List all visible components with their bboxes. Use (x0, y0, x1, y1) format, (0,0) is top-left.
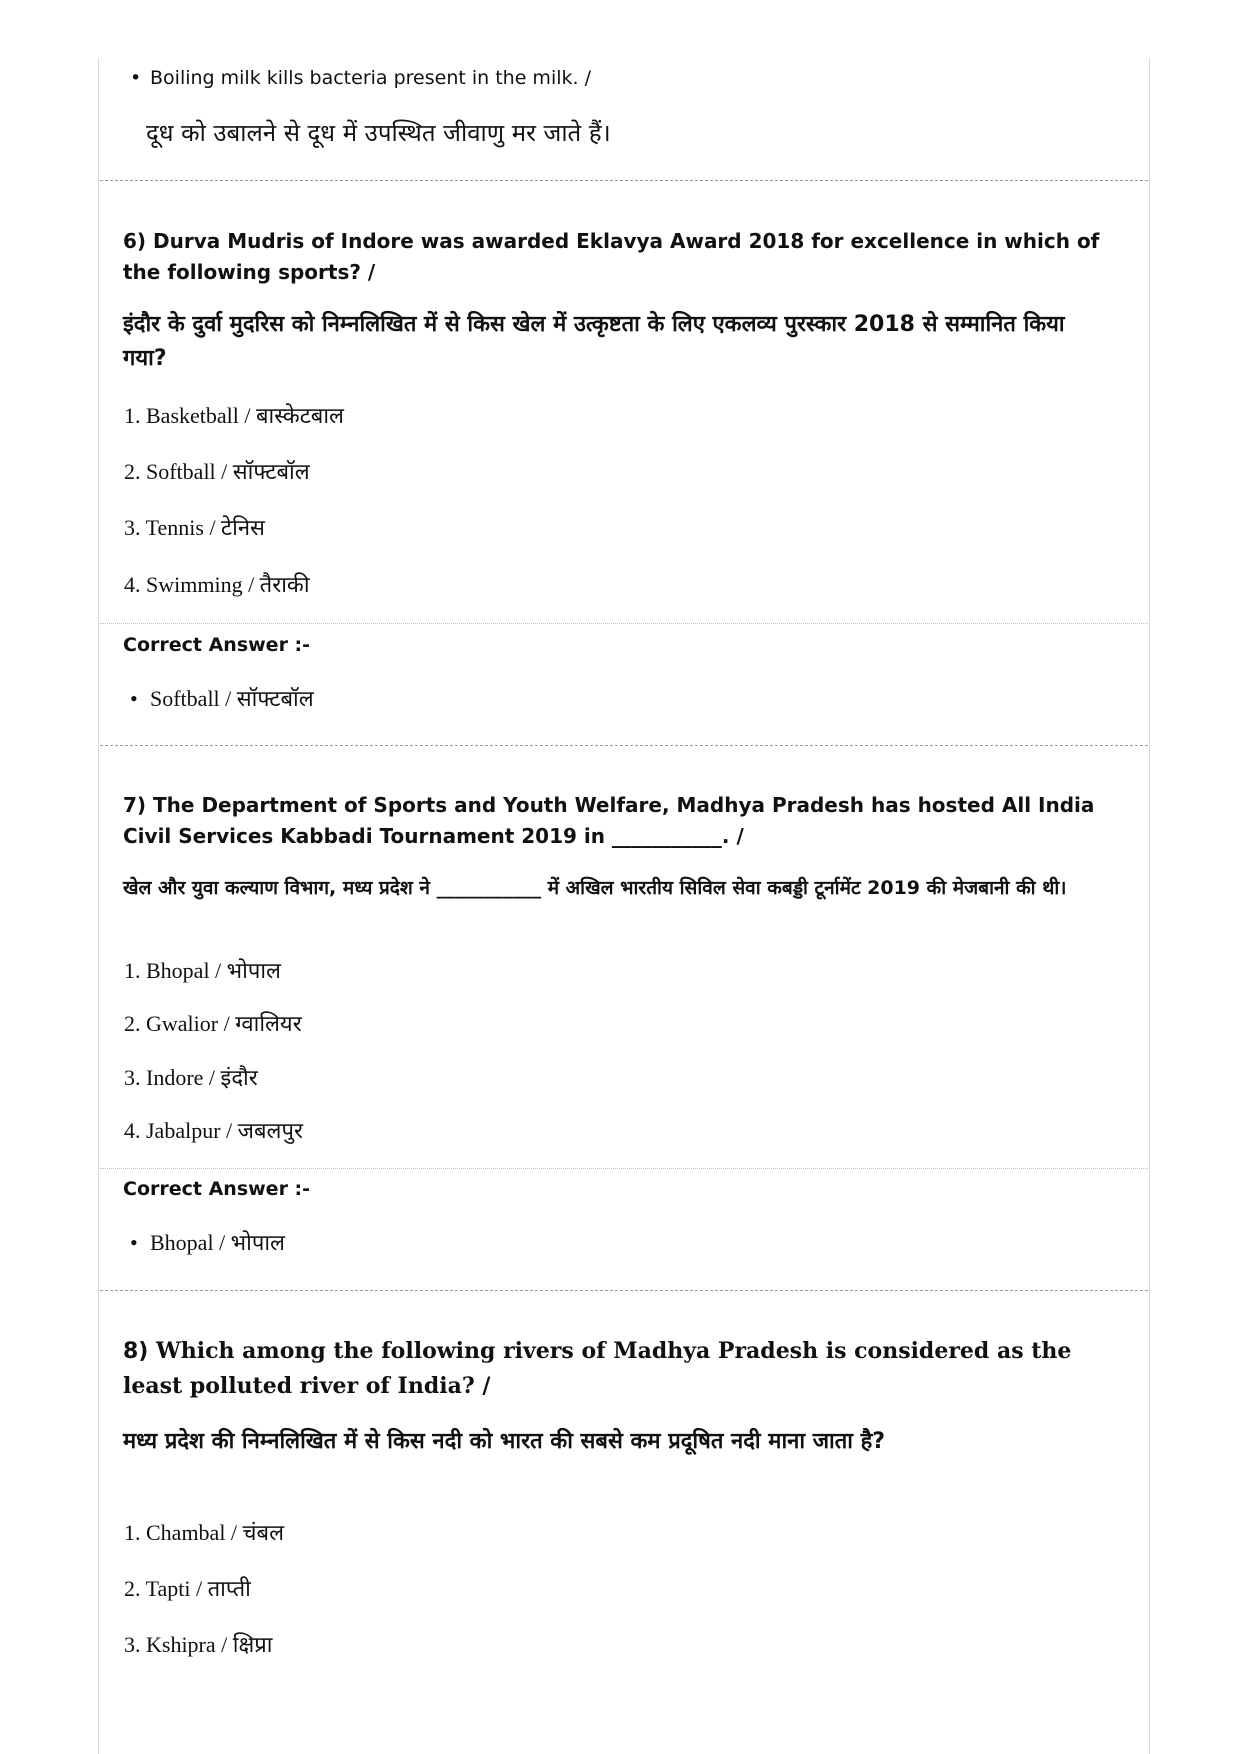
q8-option-1: 1. Chambal / चंबल (124, 1520, 284, 1545)
q7-text-en (123, 790, 1103, 852)
question-divider (100, 1290, 1148, 1291)
question-divider (100, 180, 1148, 181)
q8-text-en (123, 1334, 1103, 1403)
q7-correct-label: Correct Answer :- (123, 1178, 311, 1200)
q6-correct-label: Correct Answer :- (123, 634, 311, 656)
q6-correct-answer (130, 685, 314, 713)
q6-number: 6) (123, 229, 147, 253)
q7-question-hi: खेल और युवा कल्याण विभाग, मध्य प्रदेश ने ___________ में अखिल भारतीय सिविल सेवा कबड्डी टूर्नामेंट 2019 की मेजबानी की थी। (123, 877, 1067, 899)
q6-text-en (123, 226, 1103, 288)
q7-number: 7) (123, 793, 147, 817)
q7-correct-answer (130, 1229, 285, 1257)
bullet-icon: • (130, 686, 138, 711)
q7-correct-answer-text: Bhopal / भोपाल (150, 1230, 285, 1255)
q6-option-3: 3. Tennis / टेनिस (124, 515, 265, 540)
q8-number: 8) (123, 1339, 149, 1364)
q8-option-2: 2. Tapti / ताप्ती (124, 1576, 251, 1601)
answer-divider (100, 1168, 1148, 1169)
question-divider (100, 745, 1148, 746)
prev-answer-en: Boiling milk kills bacteria present in the milk. / (150, 67, 591, 89)
q8-question-hi: मध्य प्रदेश की निम्नलिखित में से किस नदी को भारत की सबसे कम प्रदूषित नदी माना जाता है? (123, 1429, 886, 1454)
prev-answer-hi: दूध को उबालने से दूध में उपस्थित जीवाणु मर जाते हैं। (146, 119, 611, 147)
q6-question-hi: इंदौर के दुर्वा मुदरिस को निम्नलिखित में से किस खेल में उत्कृष्टता के लिए एकलव्य पुरस्कार 2018 से सम्मानित किया गया? (123, 312, 1065, 371)
bullet-icon: • (130, 67, 142, 89)
q7-option-4: 4. Jabalpur / जबलपुर (124, 1118, 303, 1143)
q6-correct-answer-text: Softball / सॉफ्टबॉल (150, 686, 314, 711)
q8-option-3: 3. Kshipra / क्षिप्रा (124, 1632, 273, 1657)
prev-answer-bullet (130, 64, 591, 92)
q6-option-2: 2. Softball / सॉफ्टबॉल (124, 459, 310, 484)
q8-question-en: Which among the following rivers of Madhya Pradesh is considered as the least polluted river of India? / (123, 1338, 1072, 1399)
q7-option-3: 3. Indore / इंदौर (124, 1065, 258, 1090)
q7-option-1: 1. Bhopal / भोपाल (124, 958, 281, 983)
q7-option-2: 2. Gwalior / ग्वालियर (124, 1011, 302, 1036)
q7-question-en: The Department of Sports and Youth Welfare, Madhya Pradesh has hosted All India Civil Services Kabbadi Tournament 2019 in ___________. / (123, 793, 1095, 848)
q6-option-1: 1. Basketball / बास्केटबाल (124, 403, 344, 428)
bullet-icon: • (130, 1230, 138, 1255)
q6-option-4: 4. Swimming / तैराकी (124, 572, 310, 597)
q6-question-en: Durva Mudris of Indore was awarded Eklavya Award 2018 for excellence in which of the following sports? / (123, 229, 1100, 284)
answer-divider (100, 623, 1148, 624)
